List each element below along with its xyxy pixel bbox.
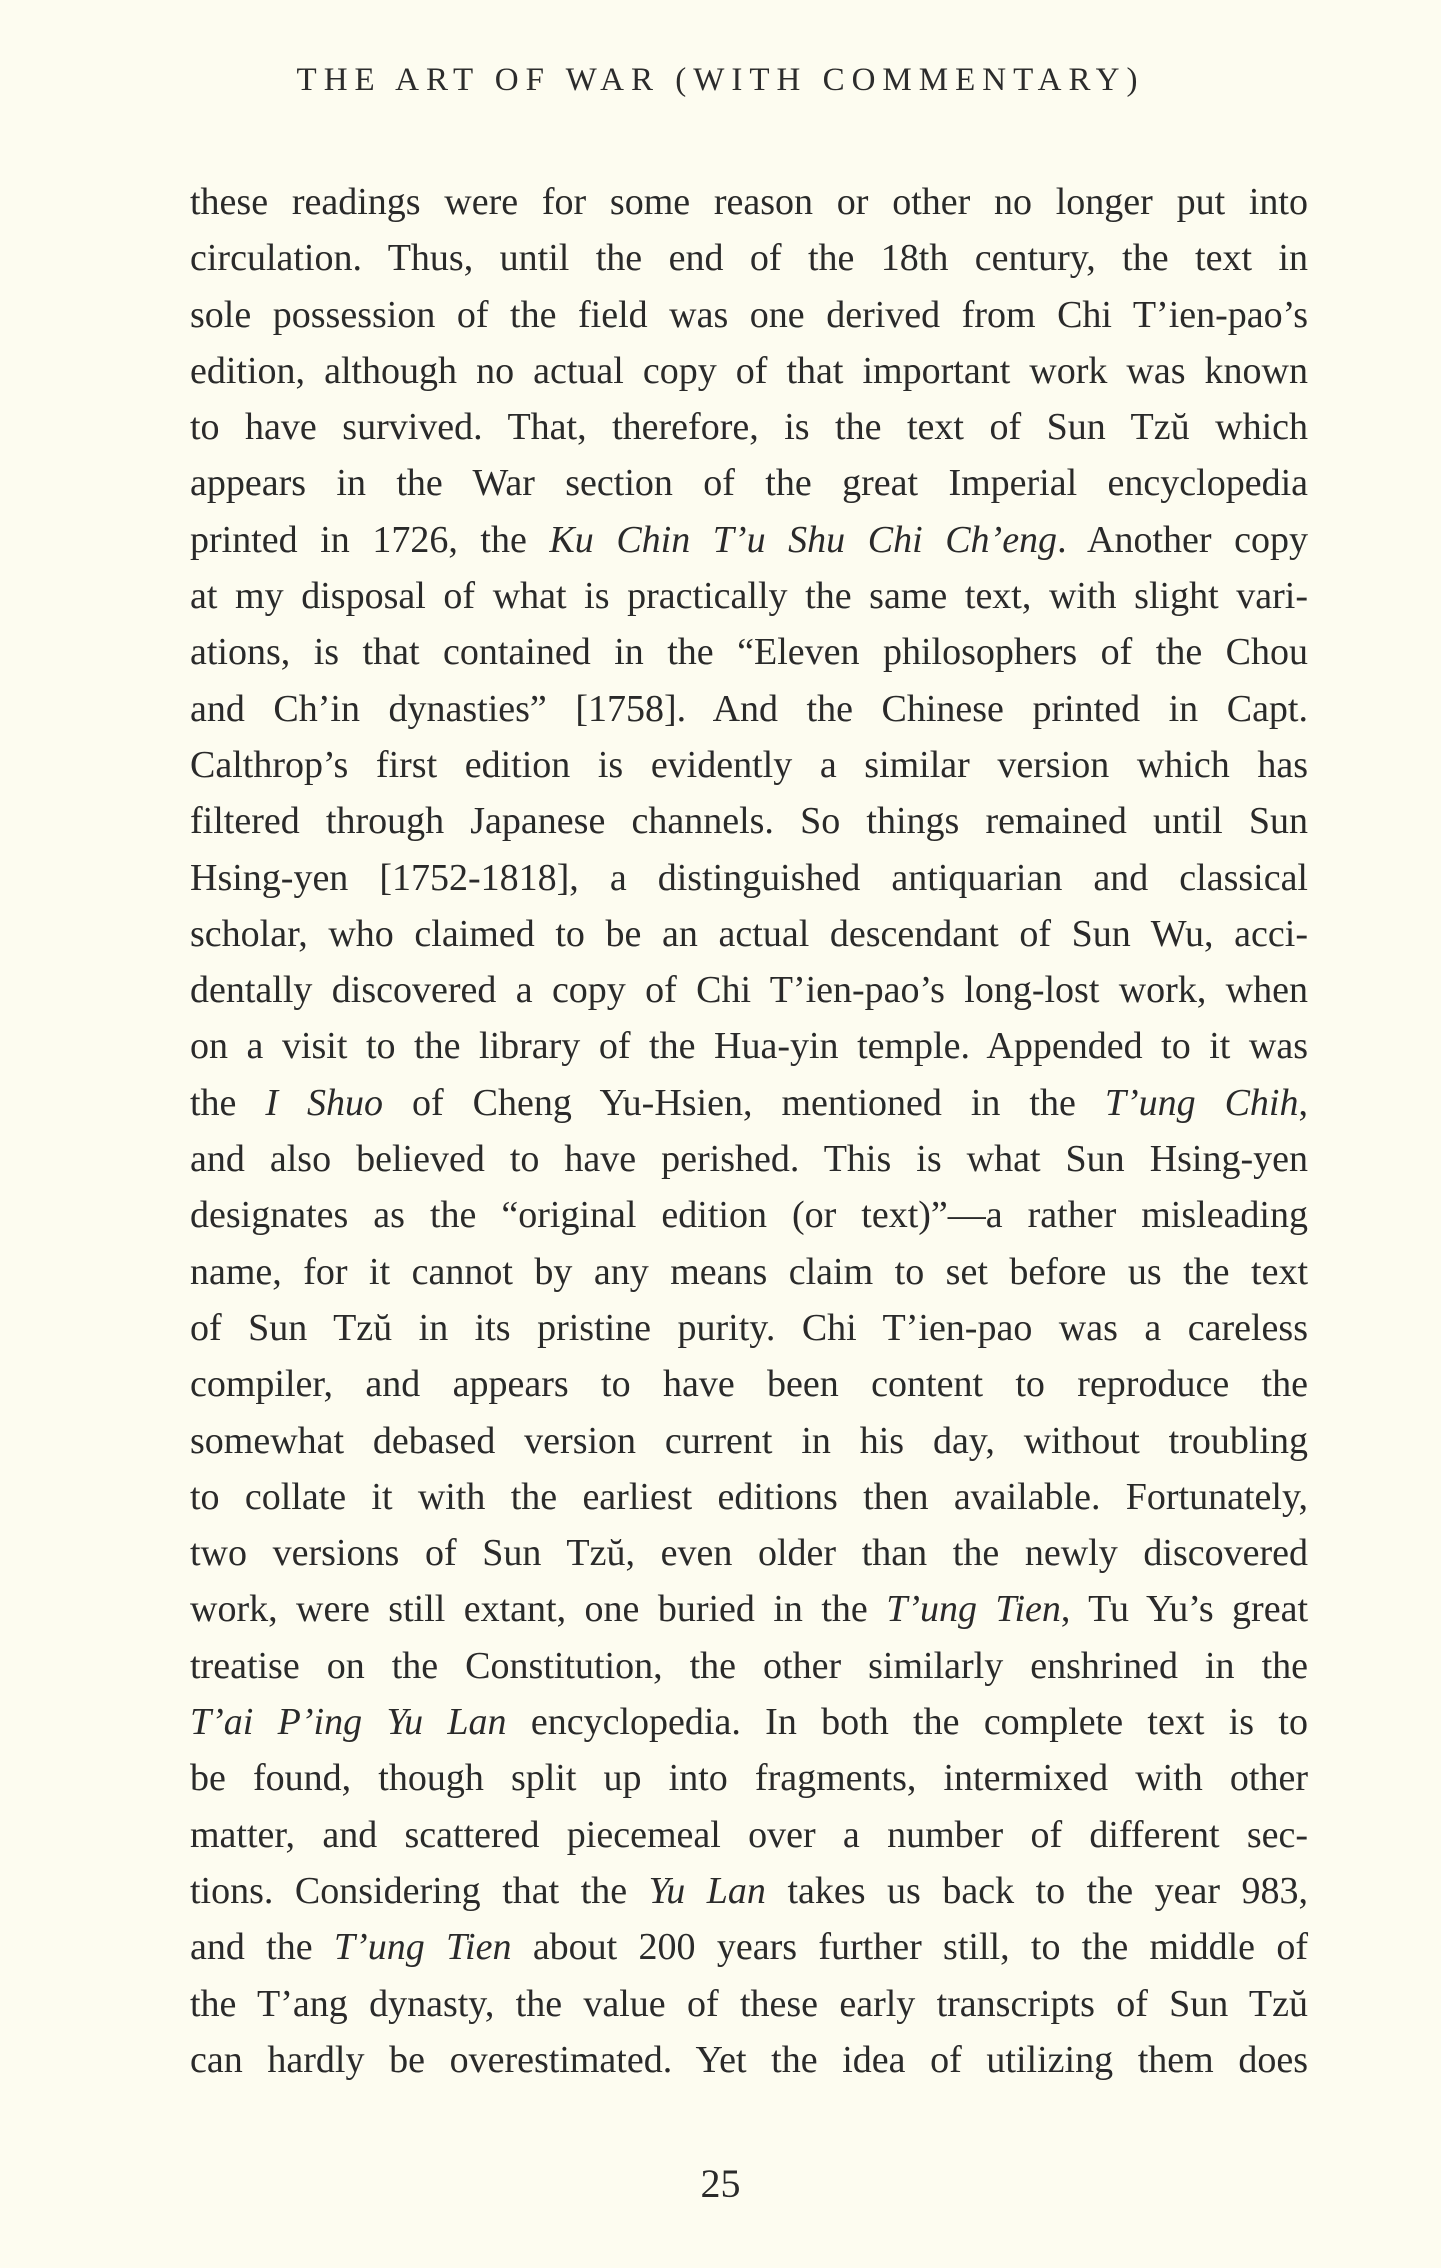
text-line bbox=[190, 1863, 1308, 1919]
body-paragraph bbox=[190, 174, 1308, 2088]
text-segment: to have survived. That, therefore, is the text of Sun Tzŭ which bbox=[190, 406, 1308, 449]
text-line bbox=[190, 1244, 1308, 1300]
running-header bbox=[0, 62, 1441, 99]
text-line bbox=[190, 737, 1308, 793]
text-segment: on a visit to the library of the Hua-yin temple. Appended to it was bbox=[190, 1025, 1308, 1068]
text-line bbox=[190, 1694, 1308, 1750]
text-segment: these readings were for some reason or other no longer put into bbox=[190, 181, 1308, 223]
text-segment: takes us back to the year 983, bbox=[765, 1869, 1309, 1912]
text-segment: sole possession of the field was one derived from Chi T’ien-pao’s bbox=[190, 293, 1308, 336]
text-line bbox=[190, 1469, 1308, 1525]
text-line bbox=[190, 1525, 1308, 1581]
text-segment: scholar, who claimed to be an actual descendant of Sun Wu, acci- bbox=[190, 912, 1308, 955]
text-line bbox=[190, 1919, 1308, 1975]
text-segment: and the bbox=[190, 1926, 334, 1969]
text-line bbox=[190, 1131, 1308, 1187]
running-title: THE ART OF WAR (WITH COMMENTARY) bbox=[296, 62, 1145, 98]
text-segment: designates as the “original edition (or text)”—a rather misleading bbox=[190, 1194, 1308, 1237]
text-segment: encyclopedia. In both the complete text is to bbox=[506, 1701, 1308, 1744]
text-segment: appears in the War section of the great Imperial encyclopedia bbox=[190, 462, 1308, 505]
text-line bbox=[190, 624, 1308, 680]
text-line bbox=[190, 1581, 1308, 1637]
text-segment: dentally discovered a copy of Chi T’ien-pao’s long-lost work, when bbox=[190, 969, 1308, 1012]
text-segment: matter, and scattered piecemeal over a number of different sec- bbox=[190, 1813, 1308, 1856]
text-segment: Hsing-yen [1752-1818], a distinguished antiquarian and classical bbox=[190, 856, 1308, 899]
text-segment: the bbox=[190, 1081, 266, 1124]
text-line bbox=[190, 2032, 1308, 2088]
text-line bbox=[190, 568, 1308, 624]
text-segment: of Cheng Yu-Hsien, mentioned in the bbox=[383, 1081, 1105, 1124]
text-line bbox=[190, 681, 1308, 737]
text-segment: about 200 years further still, to the middle of bbox=[511, 1926, 1309, 1969]
text-line bbox=[190, 793, 1308, 849]
text-segment: two versions of Sun Tzŭ, even older than the newly discovered bbox=[190, 1532, 1308, 1575]
text-line bbox=[190, 1300, 1308, 1356]
text-line bbox=[190, 1413, 1308, 1469]
text-line bbox=[190, 174, 1308, 230]
text-line bbox=[190, 1075, 1308, 1131]
text-segment: , Tu Yu’s great bbox=[1060, 1588, 1308, 1631]
text-segment: filtered through Japanese channels. So things remained until Sun bbox=[190, 800, 1308, 843]
text-segment: the T’ang dynasty, the value of these early transcripts of Sun Tzŭ bbox=[190, 1982, 1308, 2025]
text-segment: , bbox=[1298, 1081, 1308, 1124]
text-segment: edition, although no actual copy of that important work was known bbox=[190, 349, 1308, 392]
text-segment: tions. Considering that the bbox=[190, 1869, 649, 1912]
text-line bbox=[190, 906, 1308, 962]
text-line bbox=[190, 512, 1308, 568]
italic-title-segment: I Shuo bbox=[265, 1081, 384, 1124]
text-segment: be found, though split up into fragments, intermixed with other bbox=[190, 1757, 1308, 1800]
text-segment: somewhat debased version current in his day, without troubling bbox=[190, 1419, 1308, 1462]
text-line bbox=[190, 1638, 1308, 1694]
text-segment: at my disposal of what is practically the same text, with slight vari- bbox=[190, 575, 1308, 618]
italic-title-segment: T’ung Tien bbox=[333, 1926, 512, 1969]
italic-title-segment: T’ung Chih bbox=[1104, 1081, 1299, 1124]
text-segment: name, for it cannot by any means claim to set before us the text bbox=[190, 1250, 1308, 1293]
text-line bbox=[190, 399, 1308, 455]
text-segment: . Another copy bbox=[1057, 518, 1308, 561]
text-line bbox=[190, 343, 1308, 399]
text-line bbox=[190, 455, 1308, 511]
text-segment: Calthrop’s first edition is evidently a similar version which has bbox=[190, 743, 1308, 786]
text-segment: work, were still extant, one buried in the bbox=[190, 1588, 887, 1631]
text-segment: treatise on the Constitution, the other similarly enshrined in the bbox=[190, 1644, 1308, 1687]
text-line bbox=[190, 1976, 1308, 2032]
text-line bbox=[190, 287, 1308, 343]
text-segment: circulation. Thus, until the end of the 18th century, the text in bbox=[190, 237, 1308, 280]
text-line bbox=[190, 230, 1308, 286]
text-line bbox=[190, 1750, 1308, 1806]
text-segment: compiler, and appears to have been content to reproduce the bbox=[190, 1363, 1308, 1406]
text-segment: ations, is that contained in the “Eleven philosophers of the Chou bbox=[190, 631, 1308, 674]
text-segment: can hardly be overestimated. Yet the idea of utilizing them does bbox=[190, 2038, 1308, 2081]
text-segment: printed in 1726, the bbox=[190, 518, 550, 561]
italic-title-segment: T’ai P’ing Yu Lan bbox=[190, 1701, 507, 1744]
text-segment: and Ch’in dynasties” [1758]. And the Chinese printed in Capt. bbox=[190, 687, 1308, 730]
text-line bbox=[190, 962, 1308, 1018]
text-line bbox=[190, 1187, 1308, 1243]
text-line bbox=[190, 1018, 1308, 1074]
italic-title-segment: Yu Lan bbox=[648, 1869, 766, 1912]
text-segment: and also believed to have perished. This is what Sun Hsing-yen bbox=[190, 1138, 1308, 1181]
page-number: 25 bbox=[700, 2161, 741, 2206]
text-segment: of Sun Tzŭ in its pristine purity. Chi T’ien-pao was a careless bbox=[190, 1306, 1308, 1349]
italic-title-segment: Ku Chin T’u Shu Chi Ch’eng bbox=[549, 518, 1058, 561]
text-line bbox=[190, 850, 1308, 906]
text-segment: to collate it with the earliest editions then available. Fortunately, bbox=[190, 1475, 1308, 1518]
text-line bbox=[190, 1356, 1308, 1412]
italic-title-segment: T’ung Tien bbox=[886, 1588, 1061, 1631]
text-line bbox=[190, 1807, 1308, 1863]
